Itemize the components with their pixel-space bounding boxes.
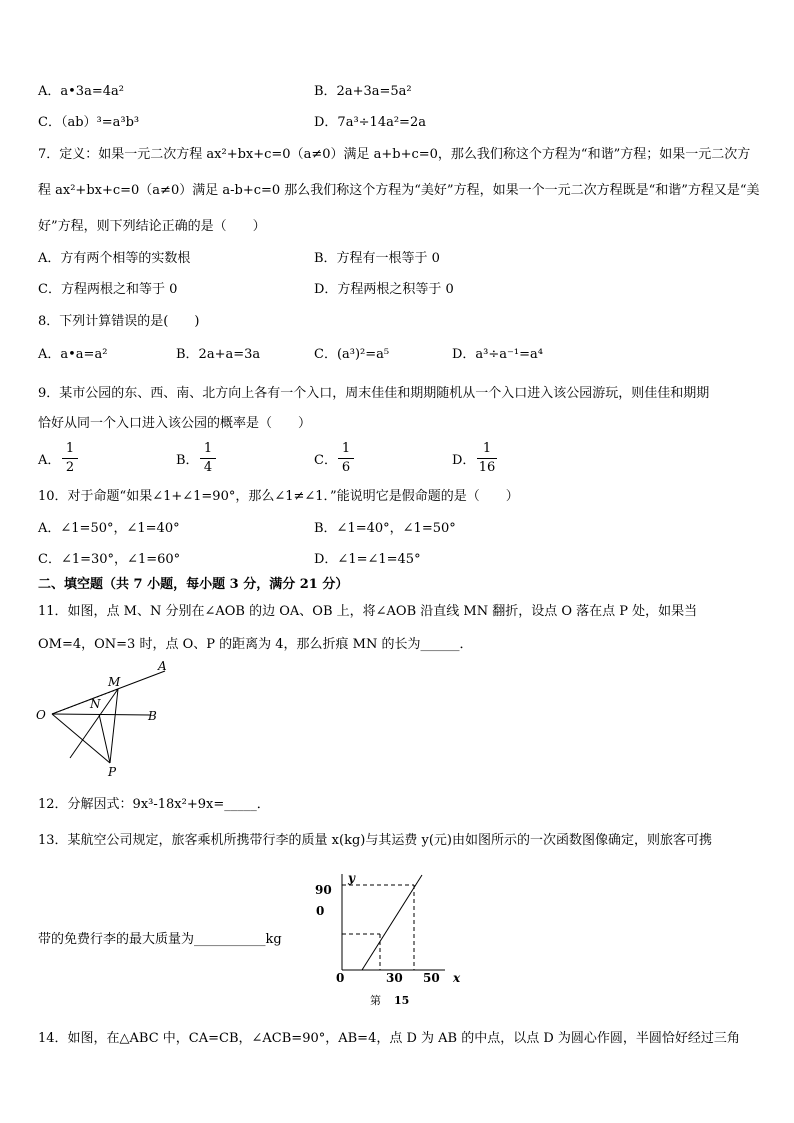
graph-caption-number: 15	[394, 994, 410, 1007]
label-a: A	[158, 659, 167, 673]
fraction-bar	[338, 458, 354, 459]
q12-text: 12．分解因式：9x³-18x²+9x=_____．	[38, 797, 270, 812]
q7-line-2: 程 ax²+bx+c=0（a≠0）满足 a-b+c=0 那么我们称这个方程为“美好”方程，如果一个一元二次方程既是“和谐”方程又是“美	[38, 183, 760, 198]
q9-line-2: 恰好从同一个入口进入该公园的概率是（ ）	[38, 416, 312, 431]
q7-option-b: B．方程有一根等于 0	[314, 251, 440, 266]
q10-option-d: D．∠1=∠1=45°	[314, 552, 421, 567]
fraction-numerator: 1	[341, 441, 351, 456]
q7-line-3: 好”方程，则下列结论正确的是（ ）	[38, 219, 266, 234]
q13-line-1: 13．某航空公司规定，旅客乘机所携带行李的质量 x(kg)与其运费 y(元)由如图所示的一次函数图像确定，则旅客可携	[38, 833, 712, 848]
q9-option-b-label: B．	[176, 453, 199, 468]
label-b: B	[148, 709, 157, 723]
q11-figure	[30, 658, 180, 783]
fraction-bar	[62, 458, 78, 459]
q6-option-d: D．7a³÷14a²=2a	[314, 115, 426, 130]
q7-line-1: 7．定义：如果一元二次方程 ax²+bx+c=0（a≠0）满足 a+b+c=0，那么我们称这个方程为“和谐”方程；如果一元二次方	[38, 147, 751, 162]
fraction-denominator: 4	[203, 460, 213, 475]
fraction-numerator: 1	[65, 441, 75, 456]
section-heading-fill-in: 二、填空题（共 7 小题，每小题 3 分，满分 21 分）	[38, 577, 349, 592]
tick-label-30: 30	[386, 971, 403, 985]
tick-label-0-upper: 0	[316, 904, 325, 918]
q8-option-d: D．a³÷a⁻¹=a⁴	[452, 347, 543, 362]
q10-stem: 10．对于命题“如果∠1+∠1=90°，那么∠1≠∠1．”能说明它是假命题的是（ ）	[38, 489, 519, 504]
segment-op	[52, 714, 110, 763]
fraction-denominator: 2	[65, 460, 75, 475]
q14-line-1: 14．如图，在△ABC 中，CA=CB，∠ACB=90°，AB=4，点 D 为 AB 的中点，以点 D 为圆心作圆，半圆恰好经过三角	[38, 1031, 740, 1046]
q8-option-a: A．a•a=a²	[38, 347, 108, 362]
fraction-denominator: 6	[341, 460, 351, 475]
q7-option-c: C．方程两根之和等于 0	[38, 282, 178, 297]
fraction-numerator: 1	[482, 441, 492, 456]
function-line	[362, 875, 422, 970]
q10-option-b: B．∠1=40°，∠1=50°	[314, 521, 456, 536]
tick-label-90: 90	[315, 883, 332, 897]
q13-graph	[310, 870, 470, 1010]
q7-option-d: D．方程两根之积等于 0	[314, 282, 454, 297]
q9-line-1: 9．某市公园的东、西、南、北方向上各有一个入口，周末佳佳和期期随机从一个入口进入该公园游玩，则佳佳和期期	[38, 386, 710, 401]
fraction-bar	[200, 458, 216, 459]
tick-label-50: 50	[423, 971, 440, 985]
q9-option-c-label: C．	[314, 453, 337, 468]
q9-option-c-fraction	[338, 441, 354, 476]
q6-option-c: C．（ab）³=a³b³	[38, 115, 140, 130]
q9-option-a-label: A．	[38, 453, 61, 468]
q9-option-d-label: D．	[452, 453, 476, 468]
x-axis-label: x	[453, 971, 461, 985]
graph-caption-prefix: 第	[370, 994, 381, 1007]
q8-option-c: C．(a³)²=a⁵	[314, 347, 390, 362]
q11-line-2: OM=4，ON=3 时，点 O、P 的距离为 4，那么折痕 MN 的长为______．	[38, 637, 473, 652]
label-o: O	[36, 708, 46, 722]
q9-option-d-fraction	[477, 441, 497, 476]
q6-option-b: B．2a+3a=5a²	[314, 84, 412, 99]
q9-option-a-fraction	[62, 441, 78, 476]
fraction-bar	[477, 458, 497, 459]
q8-stem: 8．下列计算错误的是( )	[38, 314, 200, 329]
q13-line-2: 带的免费行李的最大质量为___________kg	[38, 932, 282, 947]
q10-option-c: C．∠1=30°，∠1=60°	[38, 552, 181, 567]
q10-option-a: A．∠1=50°，∠1=40°	[38, 521, 180, 536]
y-axis-label: y	[348, 871, 355, 885]
q9-option-b-fraction	[200, 441, 216, 476]
tick-label-x0: 0	[336, 971, 345, 985]
q6-option-a: A．a•3a=4a²	[38, 84, 124, 99]
label-m: M	[108, 675, 121, 689]
segment-mp	[110, 689, 118, 763]
q7-option-a: A．方有两个相等的实数根	[38, 251, 191, 266]
label-n: N	[90, 697, 101, 711]
label-p: P	[108, 765, 117, 779]
q11-line-1: 11．如图，点 M、N 分别在∠AOB 的边 OA、OB 上，将∠AOB 沿直线 MN 翻折，设点 O 落在点 P 处，如果当	[38, 604, 698, 619]
fraction-numerator: 1	[203, 441, 213, 456]
fraction-denominator: 16	[478, 460, 496, 475]
q8-option-b: B．2a+a=3a	[176, 347, 261, 362]
